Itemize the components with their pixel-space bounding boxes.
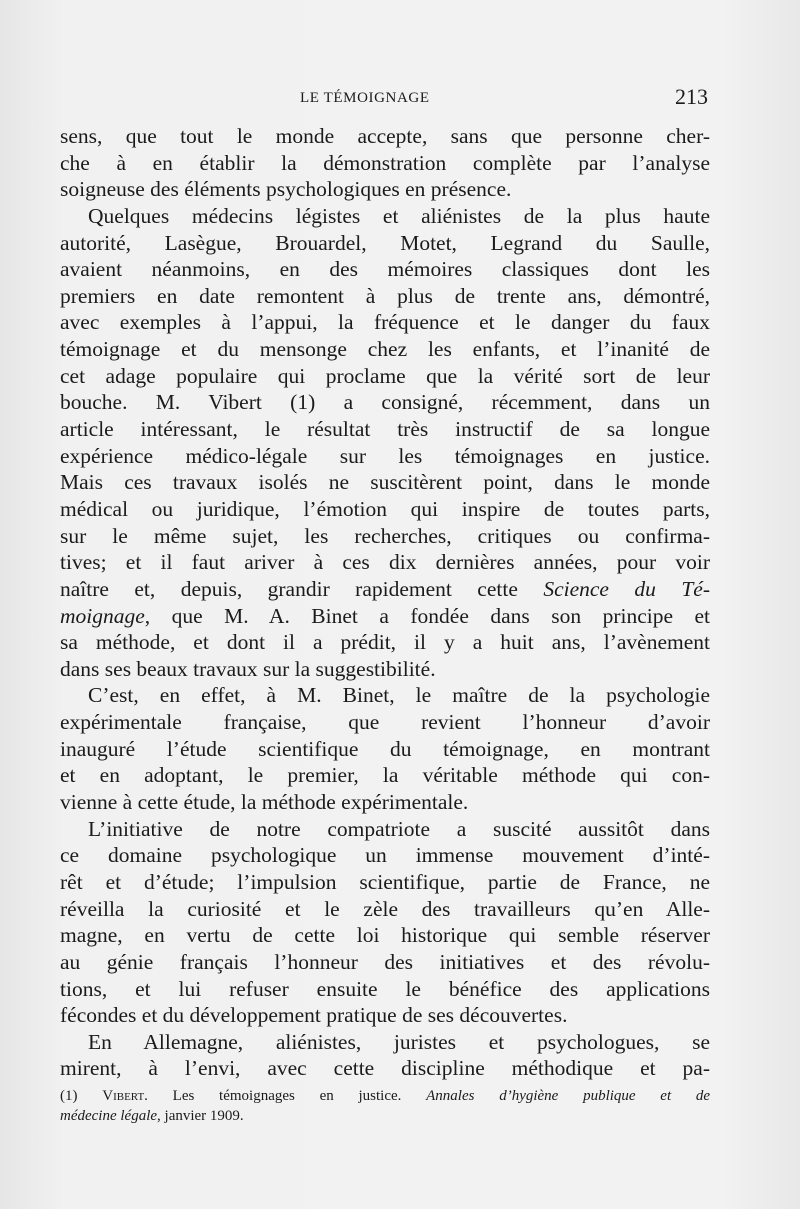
- text-line: réveilla la curiosité et le zèle des travailleurs qu’en Alle-: [60, 896, 710, 921]
- footnote-author: Vibert.: [102, 1088, 148, 1104]
- text-line: sens, que tout le monde accepte, sans que personne cher-: [60, 124, 710, 148]
- text-line: C’est, en effet, à M. Binet, le maître de la psychologie: [88, 683, 710, 708]
- footnote-line: [60, 1086, 710, 1106]
- text-line: bouche. M. Vibert (1) a consigné, récemment, dans un: [60, 390, 710, 415]
- text-segment: , que M. A. Binet a fondée dans son principe et: [144, 603, 710, 628]
- text-line: article intéressant, le résultat très instructif de sa longue: [60, 417, 710, 442]
- text-line: inauguré l’étude scientifique du témoignage, en montrant: [60, 736, 710, 761]
- text-line: cet adage populaire qui proclame que la vérité sort de leur: [60, 363, 710, 388]
- text-line: rêt et d’étude; l’impulsion scientifique, partie de France, ne: [60, 869, 710, 894]
- footnote-date: , janvier 1909.: [157, 1108, 244, 1124]
- text-line: médical ou juridique, l’émotion qui inspire de toutes parts,: [60, 496, 710, 521]
- paragraph-2: [60, 203, 710, 683]
- text-line: témoignage et du mensonge chez les enfants, et l’inanité de: [60, 337, 710, 362]
- text-line: sur le même sujet, les recherches, critiques ou confirma-: [60, 523, 710, 548]
- text-line: avaient néanmoins, en des mémoires classiques dont les: [60, 257, 710, 282]
- text-line: che à en établir la démonstration complète par l’analyse: [60, 150, 710, 175]
- text-line: dans ses beaux travaux sur la suggestibilité.: [60, 656, 436, 681]
- italic-title-segment: Science du Té-: [543, 576, 710, 601]
- text-line: et en adoptant, le premier, la véritable méthode qui con-: [60, 763, 710, 788]
- paragraph-5: [60, 1029, 710, 1082]
- text-line: avec exemples à l’appui, la fréquence et le danger du faux: [60, 310, 710, 335]
- text-line: [60, 603, 710, 630]
- text-line: sa méthode, et dont il a prédit, il y a huit ans, l’avènement: [60, 630, 710, 655]
- footnote: [60, 1086, 710, 1126]
- body-text: [60, 123, 710, 1082]
- text-line: expérience médico-légale sur les témoignages en justice.: [60, 443, 710, 468]
- text-segment: naître et, depuis, grandir rapidement cette: [60, 576, 518, 601]
- footnote-line: [60, 1106, 710, 1126]
- paragraph-1: [60, 123, 710, 203]
- text-line: expérimentale française, que revient l’honneur d’avoir: [60, 710, 710, 735]
- text-line: magne, en vertu de cette loi historique qui semble réserver: [60, 923, 710, 948]
- text-line: vienne à cette étude, la méthode expérimentale.: [60, 790, 469, 815]
- text-line: tives; et il faut ariver à ces dix dernières années, pour voir: [60, 550, 710, 575]
- footnote-marker: (1): [60, 1088, 78, 1104]
- text-line: premiers en date remontent à plus de trente ans, démontré,: [60, 283, 710, 308]
- text-line: fécondes et du développement pratique de ses découvertes.: [60, 1003, 568, 1028]
- text-line: autorité, Lasègue, Brouardel, Motet, Legrand du Saulle,: [60, 230, 710, 255]
- paragraph-4: [60, 816, 710, 1029]
- text-line: ce domaine psychologique un immense mouvement d’inté-: [60, 843, 710, 868]
- page-header: [60, 84, 710, 116]
- footnote-text: Les témoignages en justice.: [172, 1088, 402, 1104]
- running-title: LE TÉMOIGNAGE: [300, 90, 430, 106]
- text-line: Mais ces travaux isolés ne suscitèrent point, dans le monde: [60, 470, 710, 495]
- text-line: Quelques médecins légistes et aliénistes de la plus haute: [88, 203, 710, 228]
- footnote-journal: Annales d’hygiène publique et de: [426, 1088, 711, 1104]
- italic-title-segment: moignage: [60, 603, 145, 628]
- text-line: soigneuse des éléments psychologiques en présence.: [60, 177, 512, 202]
- text-line: L’initiative de notre compatriote a suscité aussitôt dans: [88, 816, 710, 841]
- paragraph-3: [60, 682, 710, 815]
- text-line: tions, et lui refuser ensuite le bénéfice des applications: [60, 976, 710, 1001]
- footnote-journal: médecine légale: [60, 1108, 158, 1124]
- text-line: au génie français l’honneur des initiatives et des révolu-: [60, 949, 710, 974]
- text-line: En Allemagne, aliénistes, juristes et psychologues, se: [88, 1029, 710, 1054]
- text-line: mirent, à l’envi, avec cette discipline méthodique et pa-: [60, 1056, 710, 1081]
- page-number: 213: [675, 84, 708, 109]
- text-line: [60, 576, 710, 603]
